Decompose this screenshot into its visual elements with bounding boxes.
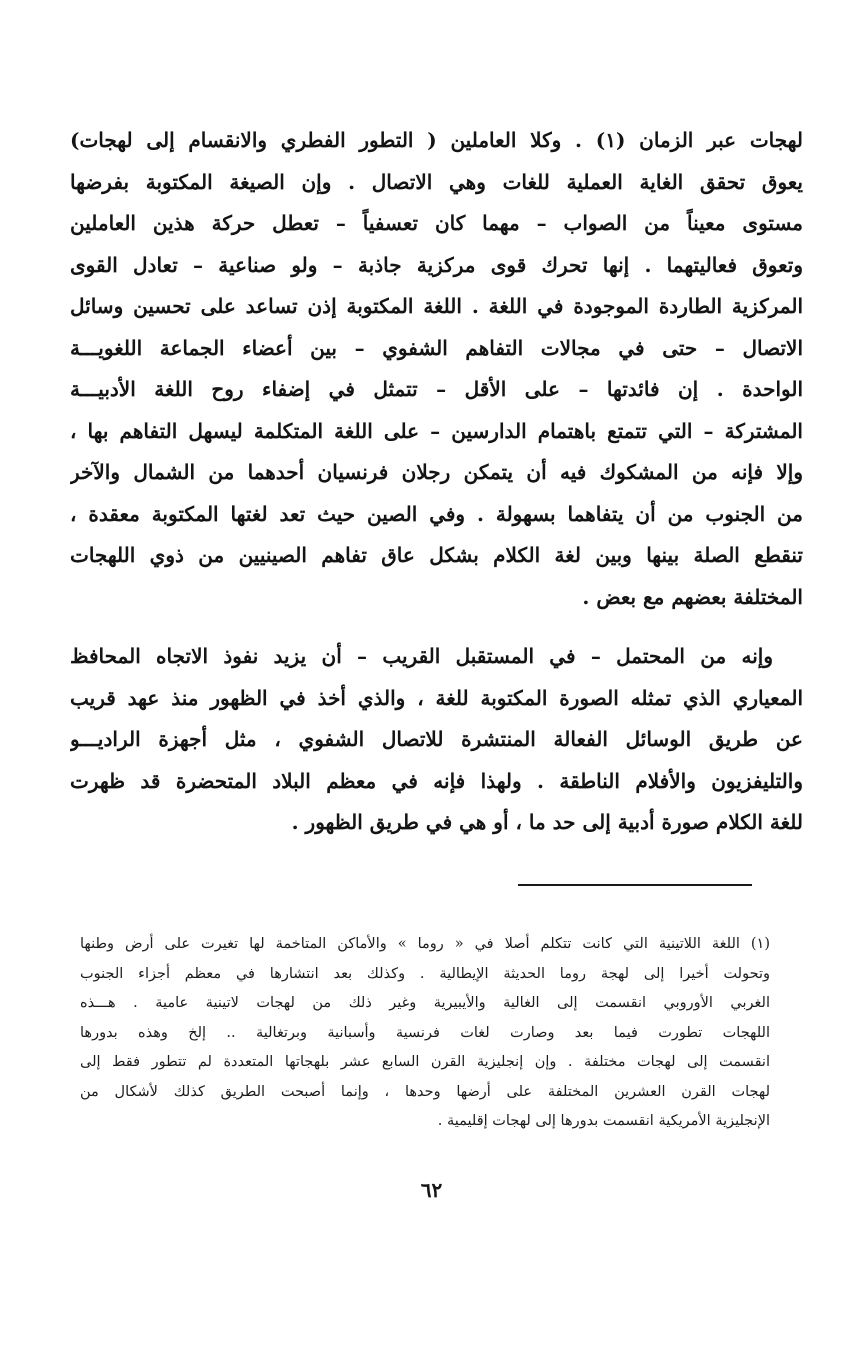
page-number: ٦٢ — [420, 1178, 443, 1202]
text-line: المركزية الطاردة الموجودة في اللغة . اللغة المكتوبة إذن تساعد على تحسين وسائل — [70, 294, 803, 318]
text-line: المشتركة – التي تتمتع باهتمام الدارسين – على اللغة المتكلمة ليسهل التفاهم بها ، — [70, 418, 803, 443]
footnote-line: اللهجات تطورت فيما بعد وصارت لغات فرنسية وأسبانية وبرتغالية .. إلخ وهذه بدورها — [80, 1024, 770, 1041]
text-line: الواحدة . إن فائدتها – على الأقل – تتمثل في إضفاء روح اللغة الأدبيـــة — [70, 377, 803, 401]
footnote-separator — [518, 884, 752, 886]
text-line: تنقطع الصلة بينها وبين لغة الكلام بشكل عاق تفاهم الصينيين من ذوي اللهجات — [70, 543, 803, 567]
text-line: عن طريق الوسائل الفعالة المنتشرة للاتصال الشفوي ، مثل أجهزة الراديـــو — [70, 727, 803, 751]
main-text — [70, 120, 803, 844]
paragraph-1 — [70, 120, 803, 618]
text-line: والتليفزيون والأفلام الناطقة . ولهذا فإنه في معظم البلاد المتحضرة قد ظهرت — [70, 768, 803, 793]
footnote-line: انقسمت إلى لهجات مختلفة . وإن إنجليزية القرن السابع عشر بلهجاتها المتعددة لم تتطور فقط إلى — [80, 1054, 770, 1070]
footnote-line: (١) اللغة اللاتينية التي كانت تتكلم أصلا في « روما » والأماكن المتاخمة لها تغيرت على أرض وطنها — [80, 936, 770, 952]
text-line: مستوى معيناً من الصواب – مهما كان تعسفياً – تعطل حركة هذين العاملين — [70, 211, 803, 235]
text-line: من الجنوب من أن يتفاهما بسهولة . وفي الصين حيث تعد لغتها المكتوبة معقدة ، — [70, 501, 803, 526]
text-line: المختلفة بعضهم مع بعض . — [582, 584, 803, 609]
text-line: وإنه من المحتمل – في المستقبل القريب – أن يزيد نفوذ الاتجاه المحافظ — [70, 644, 773, 668]
text-line: وتعوق فعاليتهما . إنها تحرك قوى مركزية جاذبة – ولو صناعية – تعادل القوى — [70, 252, 803, 277]
footnote-line: لهجات القرن العشرين المختلفة على أرضها وحدها ، وإنما أصبحت الطريق كذلك لأشكال من — [80, 1083, 770, 1100]
paragraph-2 — [70, 636, 803, 844]
text-line: وإلا فإنه من المشكوك فيه أن يتمكن رجلان فرنسيان أحدهما من الشمال والآخر — [70, 460, 803, 484]
footnote-line: الإنجليزية الأمريكية انقسمت بدورها إلى لهجات إقليمية . — [437, 1113, 770, 1129]
footnote-line: الغربي الأوروبي انقسمت إلى الغالية والأيبيرية وغير ذلك من لهجات لاتينية عامية . هـــذه — [80, 995, 770, 1011]
footnote-line: وتحولت أخيرا إلى لهجة روما الحديثة الإيطالية . وكذلك بعد انتشارها في معظم أجزاء الجنوب — [80, 965, 770, 982]
footnote — [80, 930, 770, 1137]
text-line: المعياري الذي تمثله الصورة المكتوبة للغة ، والذي أخذ في الظهور منذ عهد قريب — [70, 685, 803, 710]
text-line: لهجات عبر الزمان (١) . وكلا العاملين ( التطور الفطري والانقسام إلى لهجات) — [70, 128, 803, 152]
text-line: يعوق تحقق الغاية العملية للغات وهي الاتصال . وإن الصيغة المكتوبة بفرضها — [70, 169, 803, 194]
text-line: الاتصال – حتى في مجالات التفاهم الشفوي – بين أعضاء الجماعة اللغويـــة — [70, 335, 803, 360]
text-line: للغة الكلام صورة أدبية إلى حد ما ، أو هي في طريق الظهور . — [291, 810, 803, 834]
